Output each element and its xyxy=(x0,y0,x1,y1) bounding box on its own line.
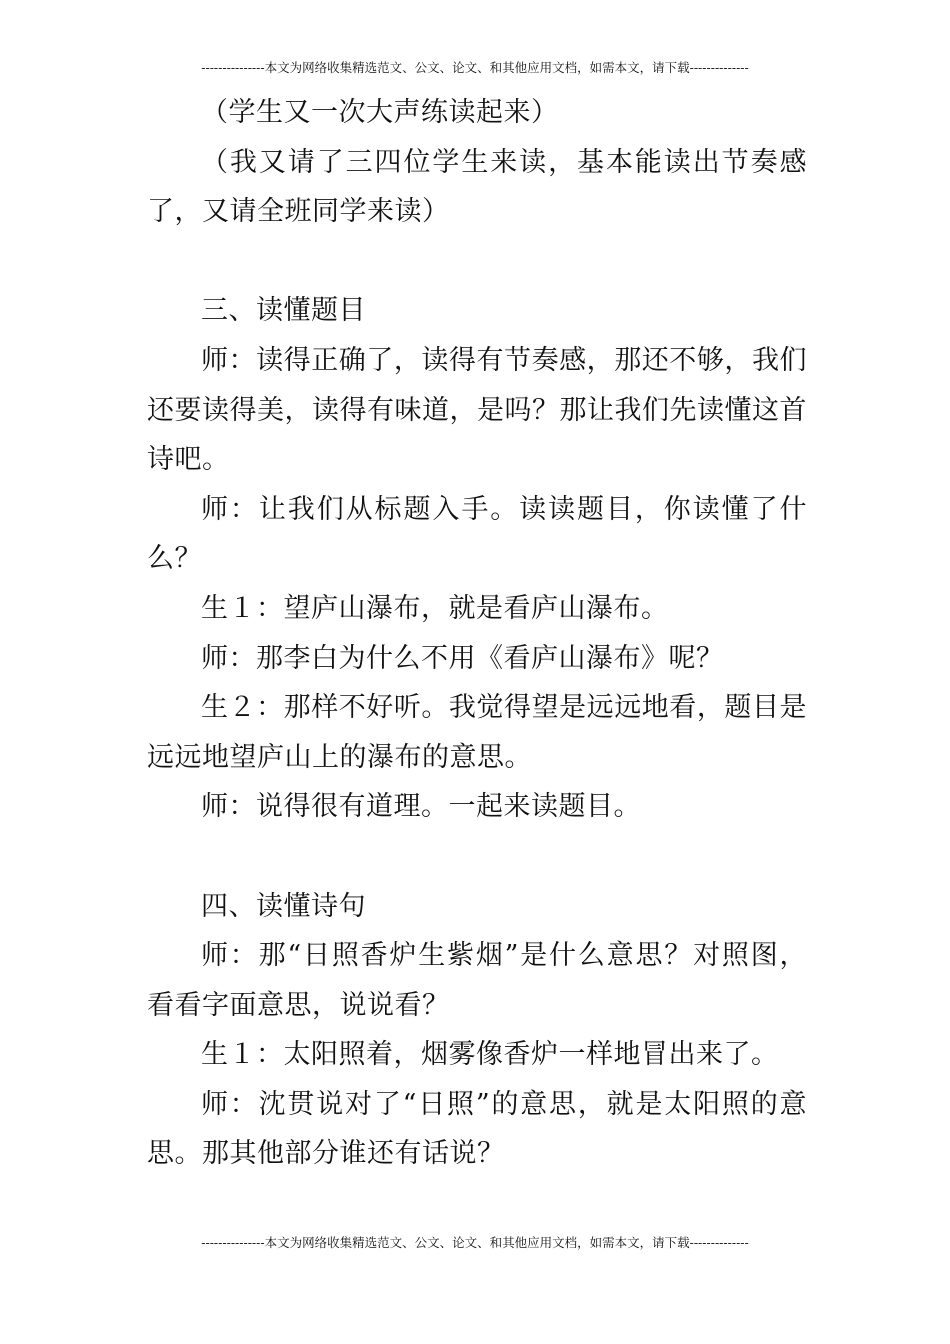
paragraph-teacher-2: 师：让我们从标题入手。读读题目，你读懂了什么？ xyxy=(147,493,807,575)
page-header: ---------------本文为网络收集精选范文、公文、论文、和其他应用文档，如需本文，请下载-------------- xyxy=(201,60,749,75)
paragraph-stage-direction-1: （学生又一次大声练读起来） xyxy=(201,97,559,128)
paragraph-teacher-6: 师：沈贯说对了“日照”的意思，就是太阳照的意思。那其他部分谁还有话说？ xyxy=(147,1088,807,1170)
document-body xyxy=(147,88,807,1179)
paragraph-student-1: 生１：望庐山瀑布，就是看庐山瀑布。 xyxy=(201,592,669,624)
paragraph-teacher-5: 师：那“日照香炉生紫烟”是什么意思？对照图，看看字面意思，说说看？ xyxy=(147,940,807,1021)
paragraph-stage-direction-2: （我又请了三四位学生来读，基本能读出节奏感了，又请全班同学来读） xyxy=(147,146,807,228)
paragraph-teacher-3: 师：那李白为什么不用《看庐山瀑布》呢？ xyxy=(201,642,724,674)
section-heading-4: 四、读懂诗句 xyxy=(201,890,366,922)
page-footer: ---------------本文为网络收集精选范文、公文、论文、和其他应用文档，如需本文，请下载-------------- xyxy=(201,1235,749,1250)
paragraph-teacher-4: 师：说得很有道理。一起来读题目。 xyxy=(201,791,641,823)
blank-line xyxy=(147,832,807,882)
section-heading-3: 三、读懂题目 xyxy=(201,295,366,327)
paragraph-student-2: 生２：那样不好听。我觉得望是远远地看，题目是远远地望庐山上的瀑布的意思。 xyxy=(147,692,807,773)
paragraph-teacher-1: 师：读得正确了，读得有节奏感，那还不够，我们还要读得美，读得有味道，是吗？那让我们先读懂这首诗吧。 xyxy=(147,344,807,476)
paragraph-student-3: 生１：太阳照着，烟雾像香炉一样地冒出来了。 xyxy=(201,1039,779,1071)
blank-line xyxy=(147,237,807,287)
